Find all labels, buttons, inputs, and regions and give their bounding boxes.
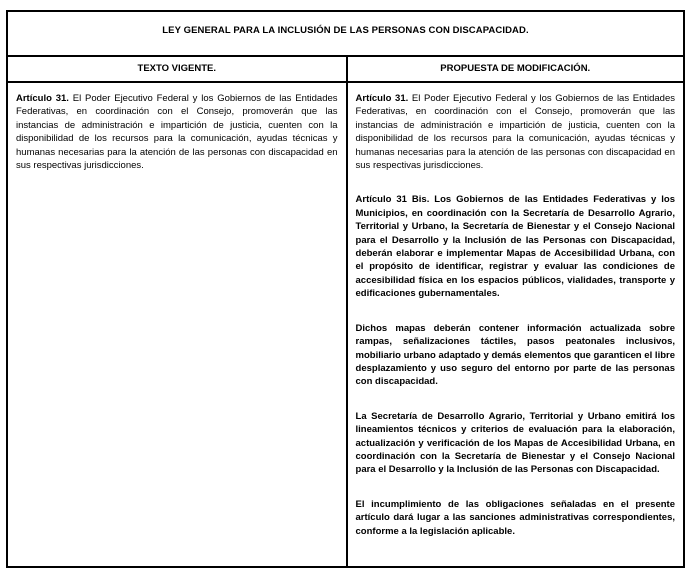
paragraph-articulo-31-bis: Artículo 31 Bis. Los Gobiernos de las Entidades Federativas y los Municipios, en coordinación con la Secretaría de Desarrollo Agrario, Territorial y Urbano, la Secretaría de Bienestar y el Consejo Nacional para el Desarrollo y la Inclusión de las Personas con Discapacidad, deberán elaborar e implementar Mapas de Accesibilidad Urbana, con el propósito de identificar, registrar y evaluar las condiciones de accesibilidad física en los espacios públicos, vialidades, transporte y edificaciones gubernamentales.	[355, 194, 675, 300]
column-header-texto-vigente: TEXTO VIGENTE.	[8, 57, 348, 81]
comparison-table	[6, 10, 685, 568]
paragraph-mapas: Dichos mapas deberán contener información actualizada sobre rampas, señalizaciones táctiles, pasos peatonales inclusivos, mobiliario urbano adaptado y demás elementos que garanticen el libre desplazamiento y uso seguro del entorno por parte de las personas con discapacidad.	[355, 322, 675, 388]
law-title: LEY GENERAL PARA LA INCLUSIÓN DE LAS PERSONAS CON DISCAPACIDAD.	[162, 25, 529, 36]
column-header-propuesta: PROPUESTA DE MODIFICACIÓN.	[440, 63, 591, 74]
table-title-row	[8, 12, 683, 57]
propuesta-cell	[348, 83, 683, 566]
texto-vigente-cell	[8, 83, 348, 566]
column-header-row	[8, 57, 683, 83]
articulo-31-text: El Poder Ejecutivo Federal y los Gobiernos de las Entidades Federativas, en coordinación con el Consejo, promoverán que las instancias de administración e impartición de justicia, cuenten con la disponibilidad de los recursos para la comunicación, ayudas técnicas y humanas necesarias para la atención de las personas con discapacidad en sus respectivas jurisdicciones.	[355, 93, 675, 172]
articulo-31-label: Artículo 31.	[16, 93, 69, 104]
paragraph-articulo-31-vigente	[16, 92, 338, 172]
paragraph-sanciones: El incumplimiento de las obligaciones señaladas en el presente artículo dará lugar a las sanciones administrativas correspondientes, conforme a la legislación aplicable.	[355, 498, 675, 537]
table-body-row	[8, 83, 683, 566]
paragraph-lineamientos: La Secretaría de Desarrollo Agrario, Territorial y Urbano emitirá los lineamientos técnicos y criterios de evaluación para la elaboración, actualización y verificación de los Mapas de Accesibilidad Urbana, en coordinación con la Secretaría de Bienestar y el Consejo Nacional para el Desarrollo y la Inclusión de las Personas con Discapacidad.	[355, 410, 675, 476]
articulo-31-label: Artículo 31.	[355, 93, 409, 104]
articulo-31-text: El Poder Ejecutivo Federal y los Gobiernos de las Entidades Federativas, en coordinación con el Consejo, promoverán que las instancias de administración e impartición de justicia, cuenten con la disponibilidad de los recursos para la comunicación, ayudas técnicas y humanas necesarias para la atención de las personas con discapacidad en sus respectivas jurisdicciones.	[16, 93, 338, 172]
paragraph-articulo-31-propuesta	[356, 92, 675, 172]
